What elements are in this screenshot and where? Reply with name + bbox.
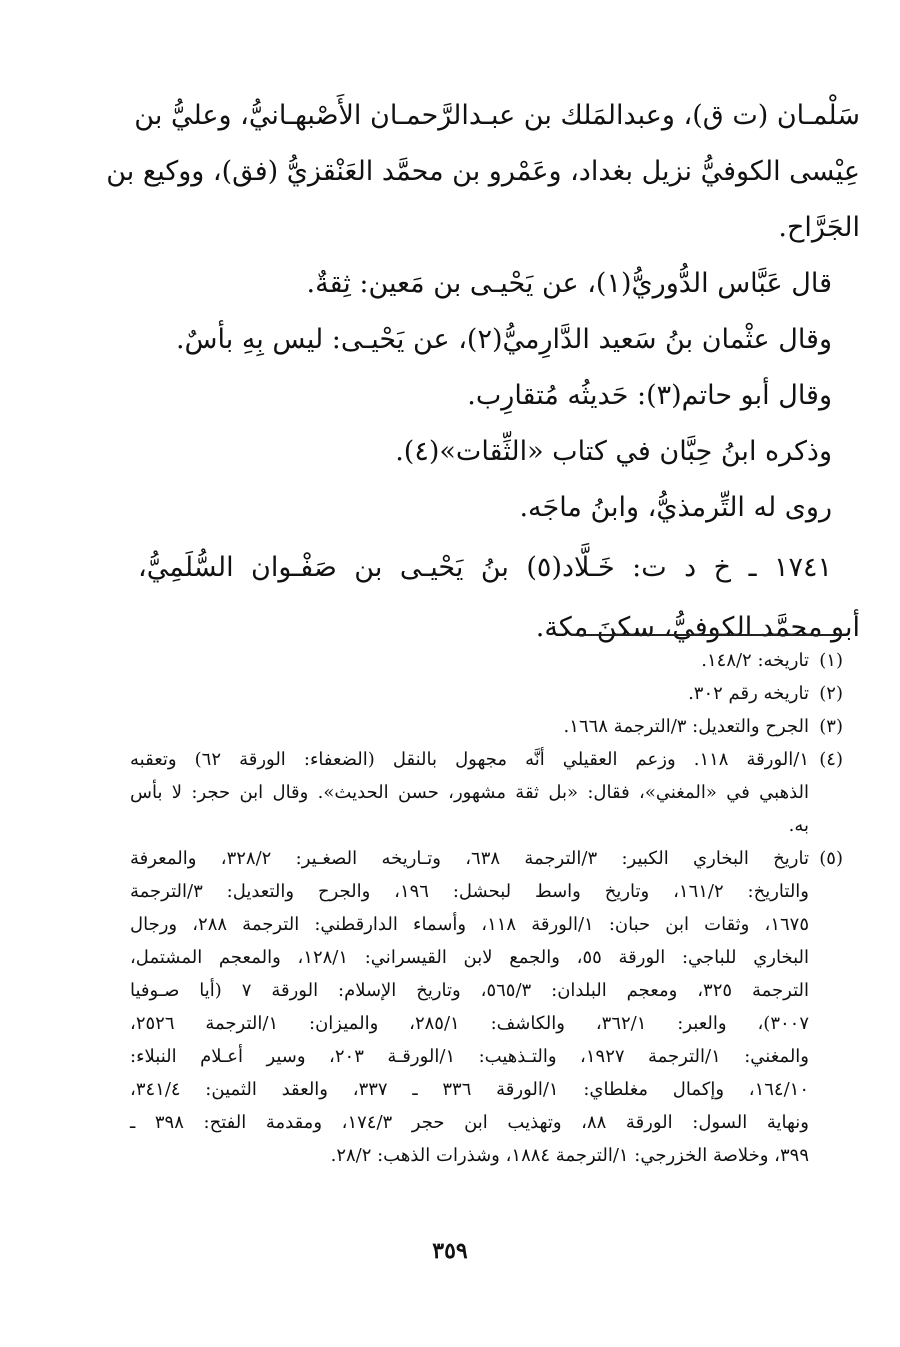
footnote-number: (٢) xyxy=(819,683,843,704)
main-text-line: الجَرَّاح. xyxy=(778,212,860,243)
footnote xyxy=(130,743,843,842)
footnote-line: تاريخه: ١٤٨/٢. xyxy=(701,650,809,671)
footnote-number: (١) xyxy=(819,650,843,671)
main-text-line: أبو محمَّد الكوفيُّ، سكنَ مكة. xyxy=(535,612,860,643)
footnote-line: تاريخه رقم ٣٠٢. xyxy=(688,683,809,704)
footnote-line: والمغني: ١/الترجمة ١٩٢٧، والتـذهيب: ١/الورقـة ٢٠٣، وسير أعـلام النبلاء: xyxy=(130,1046,809,1067)
footnote xyxy=(130,677,843,710)
page-number: ٣٥٩ xyxy=(432,1238,468,1264)
footnote-line: به. xyxy=(788,815,809,836)
footnote-body xyxy=(130,677,809,710)
footnote-number: (٣) xyxy=(819,716,843,737)
main-text-line: قال عَبَّاس الدُّوريُّ(١)، عن يَحْيـى بن مَعين: ثِقةٌ. xyxy=(306,268,832,299)
footnote-line: والتاريخ: ١٦١/٢، وتاريخ واسط لبحشل: ١٩٦، والجرح والتعديل: ٣/الترجمة xyxy=(130,881,809,902)
footnote xyxy=(130,842,843,1172)
footnote-line: البخاري للباجي: الورقة ٥٥، والجمع لابن القيسراني: ١٢٨/١، والمعجم المشتمل، xyxy=(130,947,809,968)
footnote-divider xyxy=(572,634,842,636)
footnote-line: ١/الورقة ١١٨. وزعم العقيلي أنَّه مجهول بالنقل (الضعفاء: الورقة ٦٢) وتعقبه xyxy=(130,749,809,770)
footnote-number: (٤) xyxy=(819,749,843,770)
footnote-line: ٣٩٩، وخلاصة الخزرجي: ١/الترجمة ١٨٨٤، وشذرات الذهب: ٢٨/٢. xyxy=(330,1145,809,1166)
entry-heading: ١٧٤١ ـ خ د ت: خَـلَّاد(٥) بنُ يَحْيـى بن صَفْـوان السُّلَمِيُّ، xyxy=(138,552,832,583)
footnote-body xyxy=(130,644,809,677)
main-text-line: عِيْسى الكوفيُّ نزيل بغداد، وعَمْرو بن محمَّد العَنْقزيُّ (فق)، ووكيع بن xyxy=(106,156,860,187)
main-text-line: وقال عثْمان بنُ سَعيد الدَّارِميُّ(٢)، عن يَحْيـى: ليس بِهِ بأسٌ. xyxy=(175,324,832,355)
footnote-line: الذهبي في «المغني»، فقال: «بل ثقة مشهور، حسن الحديث». وقال ابن حجر: لا بأس xyxy=(130,782,809,803)
main-text-block xyxy=(106,88,860,656)
footnote-number: (٥) xyxy=(819,848,843,869)
footnote-line: ونهاية السول: الورقة ٨٨، وتهذيب ابن حجر ١٧٤/٣، ومقدمة الفتح: ٣٩٨ ـ xyxy=(130,1112,810,1133)
main-text-line: روى له التِّرمذيُّ، وابنُ ماجَه. xyxy=(519,492,832,523)
footnote-line: الترجمة ٣٢٥، ومعجم البلدان: ٥٦٥/٣، وتاريخ الإسلام: الورقة ٧ (أيا صـوفيا xyxy=(130,980,810,1001)
footnote xyxy=(130,644,843,677)
footnote-body xyxy=(130,743,809,842)
footnote-line: ١٦٤/١٠، وإكمال مغلطاي: ١/الورقة ٣٣٦ ـ ٣٣٧، والعقد الثمين: ٣٤١/٤، xyxy=(130,1079,809,1100)
footnote-body xyxy=(130,842,809,1172)
footnote-line: الجرح والتعديل: ٣/الترجمة ١٦٦٨. xyxy=(563,716,809,737)
footnote xyxy=(130,710,843,743)
main-text-line: وقال أبو حاتم(٣): حَديثُه مُتقارِب. xyxy=(467,380,832,411)
footnote-line: تاريخ البخاري الكبير: ٣/الترجمة ٦٣٨، وتـاريخه الصغـير: ٣٢٨/٢، والمعرفة xyxy=(130,848,809,869)
footnote-line: ١٦٧٥، وثقات ابن حبان: ١/الورقة ١١٨، وأسماء الدارقطني: الترجمة ٢٨٨، ورجال xyxy=(130,914,809,935)
footnote-line: ٣٠٠٧)، والعبر: ٣٦٢/١، والكاشف: ٢٨٥/١، والميزان: ١/الترجمة ٢٥٢٦، xyxy=(130,1013,809,1034)
footnote-body xyxy=(130,710,809,743)
main-text-line: وذكره ابنُ حِبَّان في كتاب «الثِّقات»(٤). xyxy=(395,436,832,467)
main-text-line: سَلْمـان (ت ق)، وعبدالمَلك بن عبـدالرَّحمـان الأَصْبهـانيُّ، وعليُّ بن xyxy=(134,100,860,131)
footnotes-block xyxy=(130,644,843,1172)
